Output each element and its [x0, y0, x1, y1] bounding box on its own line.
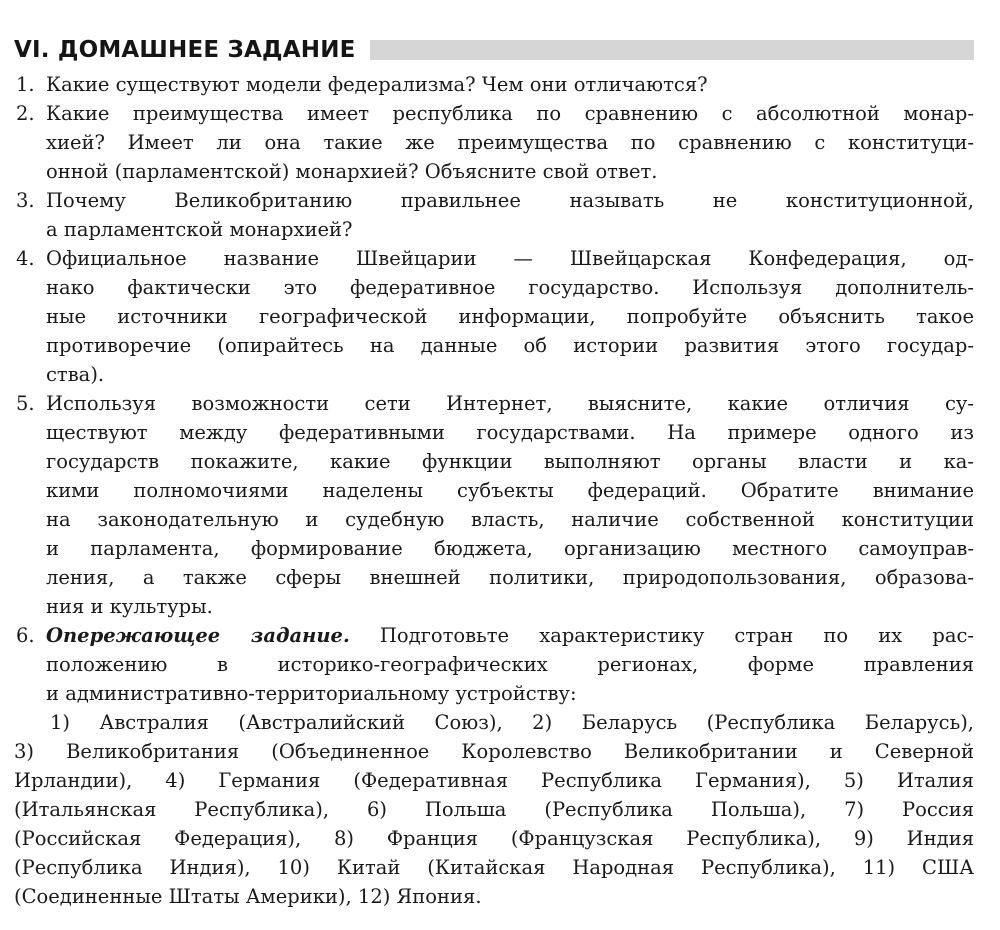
task-line: Какие существуют модели федерализма? Чем они отличаются?: [46, 73, 708, 96]
task-line: Используя возможности сети Интернет, выясните, какие отличия су-: [46, 392, 974, 415]
task-line: Официальное название Швейцарии — Швейцарская Конфедерация, од-: [46, 247, 974, 270]
task-line: онной (парламентской) монархией? Объясните свой ответ.: [46, 160, 658, 183]
task-line-text: Подготовьте характеристику стран по их рас-: [349, 624, 974, 647]
task-list: [0, 70, 1000, 911]
task-3: [0, 186, 1000, 244]
task-2: [0, 99, 1000, 186]
task-line: на законодательную и судебную власть, наличие собственной конституции: [46, 508, 974, 531]
task-number: 1.: [16, 73, 35, 96]
section-title: VI. ДОМАШНЕЕ ЗАДАНИЕ: [14, 37, 356, 63]
task-intro-label: Опережающее задание.: [46, 624, 350, 647]
task-line: ления, а также сферы внешней политики, природопользования, образова-: [46, 566, 974, 589]
task-line: и парламента, формирование бюджета, организацию местного самоуправ-: [46, 537, 974, 560]
task-6: [0, 621, 1000, 708]
country-line: 1) Австралия (Австралийский Союз), 2) Беларусь (Республика Беларусь),: [50, 711, 974, 734]
task-line: государств покажите, какие функции выполняют органы власти и ка-: [46, 450, 974, 473]
task-number: 4.: [16, 247, 35, 270]
task-line: кими полномочиями наделены субъекты федераций. Обратите внимание: [46, 479, 974, 502]
section-header: [14, 37, 974, 63]
countries-paragraph: [0, 708, 1000, 911]
header-rule: [370, 40, 974, 60]
task-4: [0, 244, 1000, 389]
task-number: 6.: [16, 624, 35, 647]
task-number: 5.: [16, 392, 35, 415]
task-number: 3.: [16, 189, 35, 212]
task-line: ные источники географической информации, попробуйте объяснить такое: [46, 305, 974, 328]
task-5: [0, 389, 1000, 621]
country-line: (Соединенные Штаты Америки), 12) Япония.: [14, 885, 482, 908]
task-line: противоречие (опирайтесь на данные об истории развития этого государ-: [46, 334, 974, 357]
task-line: нако фактически это федеративное государство. Используя дополнитель-: [46, 276, 974, 299]
task-line: ществуют между федеративными государствами. На примере одного из: [46, 421, 974, 444]
task-line: Какие преимущества имеет республика по сравнению с абсолютной монар-: [46, 102, 974, 125]
task-line: ства).: [46, 363, 105, 386]
country-line: 3) Великобритания (Объединенное Королевство Великобритании и Северной: [14, 740, 974, 763]
task-line: а парламентской монархией?: [46, 218, 353, 241]
country-line: (Республика Индия), 10) Китай (Китайская Народная Республика), 11) США: [14, 856, 974, 879]
task-line: [46, 621, 974, 650]
task-1: [0, 70, 1000, 99]
task-line: Почему Великобританию правильнее называть не конституционной,: [46, 189, 974, 212]
task-line: положению в историко-географических регионах, форме правления: [46, 653, 974, 676]
country-line: Ирландии), 4) Германия (Федеративная Республика Германия), 5) Италия: [14, 769, 974, 792]
task-line: хией? Имеет ли она такие же преимущества по сравнению с конституци-: [46, 131, 974, 154]
task-number: 2.: [16, 102, 35, 125]
country-line: (Итальянская Республика), 6) Польша (Республика Польша), 7) Россия: [14, 798, 974, 821]
country-line: (Российская Федерация), 8) Франция (Французская Республика), 9) Индия: [14, 827, 974, 850]
task-line: ния и культуры.: [46, 595, 213, 618]
task-line: и административно-территориальному устройству:: [46, 682, 577, 705]
